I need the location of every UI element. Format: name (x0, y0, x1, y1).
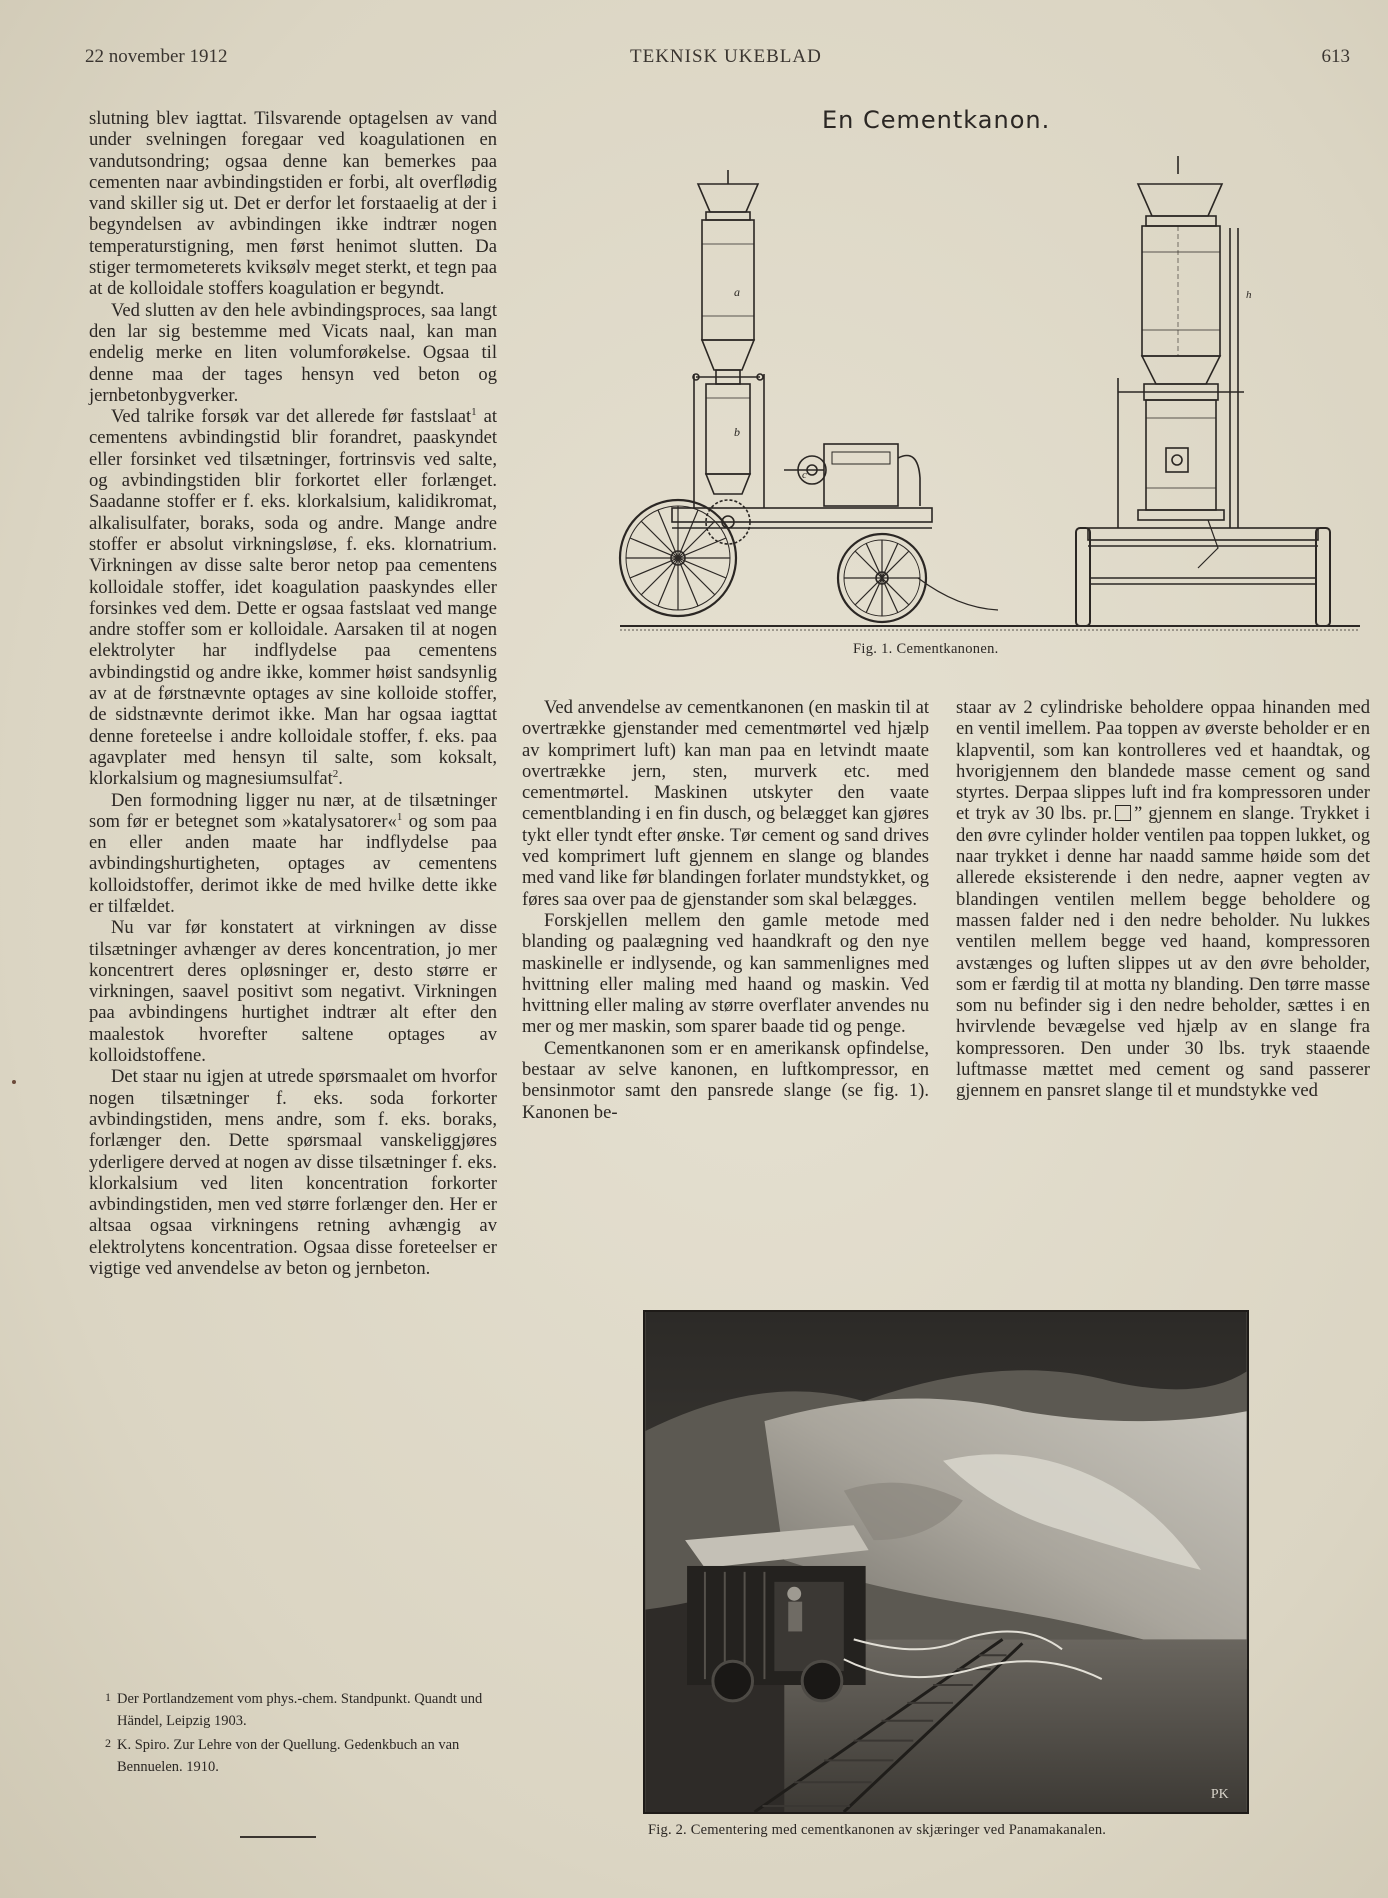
footnote-number: 1 (105, 1690, 111, 1704)
header-date: 22 november 1912 (85, 46, 228, 67)
paragraph-text: Ved talrike forsøk var det allerede før fastslaat (111, 406, 472, 428)
paragraph-text: staar av 2 cylindriske beholdere oppaa hinanden med en ventil imellem. Paa toppen av øverste beholder er en klapventil, som kan kontrolleres ved et haandtak, og hvorigjennem den blandede masse cement og sand styrtes. Derpaa slippes luft ind fra kompressoren under et tryk av 30 lbs. pr. (956, 697, 1370, 825)
header-journal-title: TEKNISK UKEBLAD (630, 46, 822, 67)
figure-1-cement-gun-drawing (618, 148, 1360, 634)
footnote-text: Der Portlandzement vom phys.-chem. Standpunkt. Quandt und Händel, Leipzig 1903. (117, 1691, 483, 1729)
paragraph-text: at cementens avbindingstid blir forandret, paaskyndet eller forsinket ved tilsætninger, fortrinsvis ved salte, og avbindingstiden blir forkortet eller forlænget. Saadanne stoffer er f. eks. klorkalsium, kalidikromat, alkalisulfater, boraks, soda og andre. Mange andre stoffer er absolut virkningsløse, f. eks. klornatrium. Virkningen av disse salte beror netop paa cementens kolloidale stoffer, idet koagulation paaskyndes eller forsinkes ved dem. Dette er ogsaa fastslaat ved mange andre stoffer som er kolloidale. Aarsaken til at nogen elektrolyter har indflydelse paa cementens avbindingstid og andre ikke, kommer høist sandsynlig av at de førstnævnte optages av sine kolloide stoffer, de sidstnævnte derimot ikke. Man har ogsaa iagttat denne foreteelse i andre kolloidale stoffer, f. eks. paa agavplater med hensyn til salte, som koksalt, klorkalsium og magnesiumsulfat (89, 406, 497, 790)
left-column (89, 108, 497, 1279)
label-h: h (1246, 289, 1252, 301)
footnote-number: 2 (105, 1736, 111, 1750)
page-header (85, 46, 1368, 72)
figure-2-panama-photo (643, 1310, 1249, 1814)
figure-1-caption: Fig. 1. Cementkanonen. (853, 641, 999, 657)
paragraph: Forskjellen mellem den gamle metode med blanding og paalægning ved haandkraft og den nye maskinelle er indlysende, og kan sammenlignes med hvittning eller maling med haand og maskin. Ved hvittning eller maling av større overflater anvendes nu mer og mer maskin, som sparer baade tid og penge. (522, 909, 929, 1038)
label-b: b (734, 425, 740, 439)
photo-monogram: PK (1210, 1787, 1229, 1803)
middle-column (522, 697, 929, 1123)
square-inch-symbol (1115, 805, 1131, 821)
paragraph: Det staar nu igjen at utrede spørsmaalet om hvorfor nogen tilsætninger f. eks. soda forkorter avbindingstiden, mens andre, som f. eks. boraks, forlænger den. Dette spørsmaal vanskeliggjøres yderligere derved at nogen av disse tilsætninger f. eks. klorkalsium ved liten koncentration forkorter avbindingstiden, men ved større forlænger den. Her er altsaa ogsaa virkningens retning avhængig av elektrolytens koncentration. Ogsaa disse foreteelser er vigtige ved anvendelse av beton og jernbeton. (89, 1066, 497, 1280)
paragraph-text: og som paa en eller anden maate har indflydelse paa avbindingshurtigheten, optages av cementens kolloidstoffer, derimot ikke de med hvilke dette ikke er tilfældet. (89, 810, 498, 917)
paragraph: Nu var før konstatert at virkningen av disse tilsætninger avhænger av deres koncentration, jo mer koncentrert deres opløsninger er, desto større er virkningen, saavel positivt som negativt. Virkningen paa avbindingens hurtighet indtrær alt efter den maalestok hvorefter saltene optages av kolloidstoffene. (89, 917, 497, 1067)
paragraph: Ved anvendelse av cementkanonen (en maskin til at overtrække gjenstander med cementmørtel ved hjælp av komprimert luft) kan man paa en letvindt maate overtrække jern, sten, murverk etc. med cementmørtel. Maskinen utskyter den vaate cementblanding i en fin dusch, og belægget kan gjøres tykt eller tyndt efter ønske. Tør cement og sand drives ved komprimert luft gjennem en slange og blandes med vand like før blandingen forlater mundstykket, og føres saa over paa de gjenstander som skal belægges. (522, 697, 929, 910)
paragraph (956, 697, 1370, 1102)
paragraph: Ved slutten av den hele avbindingsproces, saa langt den lar sig bestemme med Vicats naal, kan man endelig merke en liten volumforøkelse. Ogsaa til denne maa der tages hensyn ved beton og jernbetonbygverker. (89, 299, 497, 406)
paragraph-text: ” gjennem en slange. Trykket i den øvre cylinder holder ventilen paa toppen lukket, og naar trykket i denne har naadd samme høide som det allerede eksisterende i den nedre, aapner vegten av blandingen ventilen mellem begge beholdere og massen falder ned i den nedre beholder. Nu lukkes ventilen mellem begge ved haand, kompressoren avstænges og luften slippes ut av den øvre beholder, som er færdig til at motta ny blanding. Den tørre masse som nu befinder sig i den nedre beholder, sættes i en hvirvlende bevægelse ved hjælp av en slange fra kompressoren. Den under 30 lbs. tryk staaende luftmasse mættet med cement og sand passerer gjennem en pansret slange til et mundstykke ved (956, 803, 1370, 1102)
footnote (89, 1688, 497, 1732)
paragraph-text: Den formodning ligger nu nær, at de tilsætninger som før er betegnet som »katalysatorer« (89, 789, 497, 832)
footnote (89, 1734, 497, 1778)
paragraph (89, 790, 497, 918)
footnotes (89, 1688, 497, 1780)
header-page-number: 613 (1321, 46, 1350, 67)
figure-2-caption: Fig. 2. Cementering med cementkanonen av skjæringer ved Panamakanalen. (648, 1822, 1107, 1838)
label-c: c (802, 469, 807, 481)
label-a: a (734, 285, 740, 299)
footnote-ref: 2 (332, 768, 339, 781)
article-title: En Cementkanon. (822, 106, 1051, 134)
footnote-ref: 1 (396, 810, 403, 823)
footnote-text: K. Spiro. Zur Lehre von der Quellung. Gedenkbuch an van Bennuelen. 1910. (117, 1737, 460, 1775)
right-column (956, 697, 1370, 1102)
footnote-end-rule (240, 1836, 316, 1838)
paragraph: Ved talrike forsøk var det allerede før fastslaat$^1$ at cementens avbindingstid blir forandret, paaskyndet eller forsinket ved tilsætninger, fortrinsvis ved salte, og avbindingstiden blir forkortet eller forlænget. Saadanne stoffer er f. eks. klorkalsium, kalidikromat, alkalisulfater, boraks, soda og andre. Mange andre stoffer er absolut virkningsløse, f. eks. klornatrium. Virkningen av disse salte beror netop paa cementens kolloidale stoffer, idet koagulation paaskyndes eller forsinkes ved dem. Dette er ogsaa fastslaat ved mange andre stoffer som er kolloidale. Aarsaken til at nogen elektrolyter har indflydelse paa cementens avbindingstid og andre ikke, kommer høist sandsynlig av at de førstnævnte optages av sine kolloide stoffer, de sidstnævnte derimot ikke. Man har ogsaa iagttat denne foreteelse i andre kolloidale stoffer, f. eks. paa agavplater med hensyn til salte, som koksalt, klorkalsium og magnesiumsulfat$^2$. (89, 405, 497, 790)
margin-speck (12, 1080, 16, 1084)
footnote-ref: 1 (471, 405, 477, 418)
paragraph: slutning blev iagttat. Tilsvarende optagelsen av vand under svelningen foregaar ved koagulationen en vandutsondring; ogsaa denne kan bemerkes paa cementen naar avbindingstiden er forbi, alt overflødig vand skiller sig ut. Det er derfor let forstaaelig at der i begyndelsen av avbindingen ikke indtrær nogen temperaturstigning, men først henimot slutten. Da stiger termometerets kviksølv meget sterkt, et tegn paa at de kolloidale stoffers koagulation er begyndt. (89, 108, 497, 300)
paragraph: Cementkanonen som er en amerikansk opfindelse, bestaar av selve kanonen, en luftkompressor, en bensinmotor samt den pansrede slange (se fig. 1). Kanonen be- (522, 1037, 929, 1123)
